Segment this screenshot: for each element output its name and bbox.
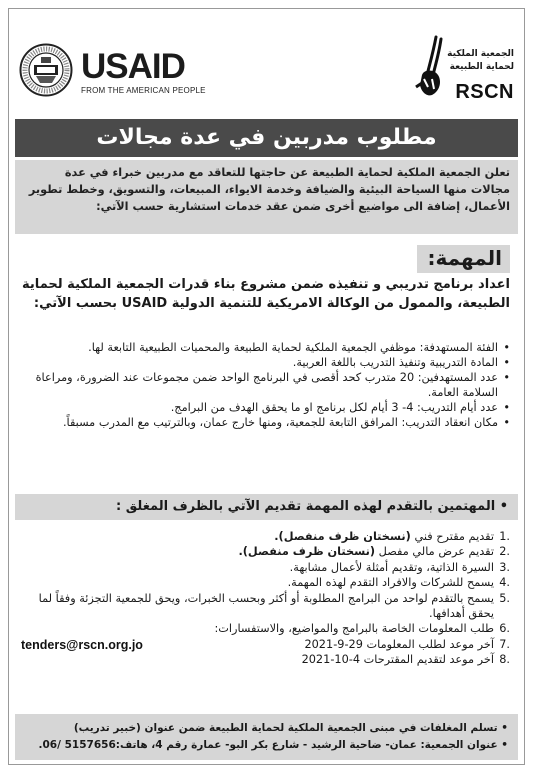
list-item xyxy=(10,652,510,667)
step-number: .6 xyxy=(499,622,510,636)
mission-description: اعداد برنامج تدريبي و تنفيذه ضمن مشروع بناء قدرات الجمعية الملكية لحماية الطبيعة، والممول من الوكالة الامريكية للتنمية الدولية USAID بحسب الآتي: xyxy=(22,277,510,311)
step-text: يسمح بالتقدم لواحد من البرامج المطلوبة أو أكثر وبحسب الخبرات، ويحق للجمعية التجزئة وفقاً لما يحقق أهدافها. xyxy=(38,591,494,621)
rscn-logo-text: RSCN xyxy=(455,81,514,103)
list-item xyxy=(10,621,510,636)
usaid-seal-icon xyxy=(19,43,73,97)
step-text: طلب المعلومات الخاصة بالبرامج والمواضيع، والاستفسارات: xyxy=(214,622,494,636)
list-item xyxy=(14,355,510,370)
step-note: (نسختان ظرف منفصل). xyxy=(274,530,411,543)
step-text: تقديم عرض مالي مفصل xyxy=(378,545,494,559)
list-item xyxy=(14,370,510,400)
contact-email-link[interactable]: tenders@rscn.org.jo xyxy=(21,638,143,652)
list-item xyxy=(14,400,510,415)
submission-location: • تسلم المغلفات في مبنى الجمعية الملكية لحماية الطبيعة ضمن عنوان (خبير تدريب) xyxy=(73,722,508,734)
list-item xyxy=(10,529,510,544)
bullet-marker: • xyxy=(503,341,510,354)
intro-paragraph: تعلن الجمعية الملكية لحماية الطبيعة عن حاجتها للتعاقد مع مدربين خبراء في عدة مجالات منها السياحة البيئية والضيافة وخدمة الايواء، المبيعات، والتسويق، وخطط تطوير الأعمال، إضافة الى مواضيع أخرى ضمن عقد خدمات استشارية حسب الآتي: xyxy=(15,160,518,234)
list-item-text: عدد أيام التدريب: 4- 3 أيام لكل برنامج او ما يحقق الهدف من البرامج. xyxy=(170,401,498,414)
list-item xyxy=(10,544,510,559)
list-item xyxy=(10,560,510,575)
rscn-arabic-name-line2: لحماية الطبيعة xyxy=(449,62,514,72)
mission-heading: المهمة: xyxy=(417,245,510,273)
bullet-marker: • xyxy=(503,416,510,429)
bullet-marker: • xyxy=(503,371,510,384)
step-text: يسمح للشركات والافراد التقدم لهذه المهمة. xyxy=(287,576,494,590)
oryx-logo-icon xyxy=(412,35,452,99)
rscn-arabic-name-line1: الجمعية الملكية xyxy=(447,49,514,59)
list-item-text: الفئة المستهدفة: موظفي الجمعية الملكية لحماية الطبيعة والمحميات الطبيعية التابعة لها. xyxy=(88,341,498,354)
step-number: .3 xyxy=(499,560,510,574)
list-item-text: المادة التدريبية وتنفيذ التدريب باللغة العربية. xyxy=(292,356,498,369)
list-item xyxy=(14,340,510,355)
step-number: .8 xyxy=(499,653,510,667)
step-text: السيرة الذاتية، وتقديم أمثلة لأعمال مشابهة. xyxy=(289,560,494,574)
list-item xyxy=(10,575,510,590)
usaid-logo-text: USAID xyxy=(81,47,185,86)
list-item-text: مكان انعقاد التدريب: المرافق التابعة للجمعية، ومنها خارج عمان، وبالترتيب مع المدرب مسبقاً. xyxy=(62,416,498,429)
header xyxy=(9,9,524,109)
organization-address: • عنوان الجمعية: عمان- ضاحية الرشيد - شارع بكر البو- عمارة رقم 4، هاتف:5157656 /06. xyxy=(38,739,508,751)
bullet-marker: • xyxy=(503,401,510,414)
step-text: آخر موعد لتقديم المقترحات 4-10-2021 xyxy=(301,653,494,667)
step-number: .4 xyxy=(499,576,510,590)
bullet-marker: • xyxy=(503,356,510,369)
step-text: آخر موعد لطلب المعلومات 29-9-2021 xyxy=(304,637,494,651)
step-number: .5 xyxy=(499,591,510,605)
step-number: .7 xyxy=(499,637,510,651)
advertisement-page xyxy=(8,8,525,765)
list-item-text: عدد المستهدفين: 20 متدرب كحد أقصى في البرنامج الواحد ضمن مجموعات عند الضرورة، ومراعاة السلامة العامة. xyxy=(35,371,498,399)
page-title: مطلوب مدربين في عدة مجالات xyxy=(15,119,518,157)
step-text: تقديم مقترح فني xyxy=(414,530,494,543)
requirements-list xyxy=(14,340,510,430)
step-number: .1 xyxy=(499,530,510,543)
list-item xyxy=(10,591,510,622)
apply-heading: • المهتمين بالتقدم لهذه المهمة تقديم الآتي بالظرف المغلق : xyxy=(15,494,518,520)
list-item xyxy=(14,415,510,430)
step-number: .2 xyxy=(499,545,510,559)
step-note: (نسختان ظرف منفصل). xyxy=(238,545,376,559)
usaid-tagline: FROM THE AMERICAN PEOPLE xyxy=(81,86,206,95)
submission-info xyxy=(15,714,518,760)
